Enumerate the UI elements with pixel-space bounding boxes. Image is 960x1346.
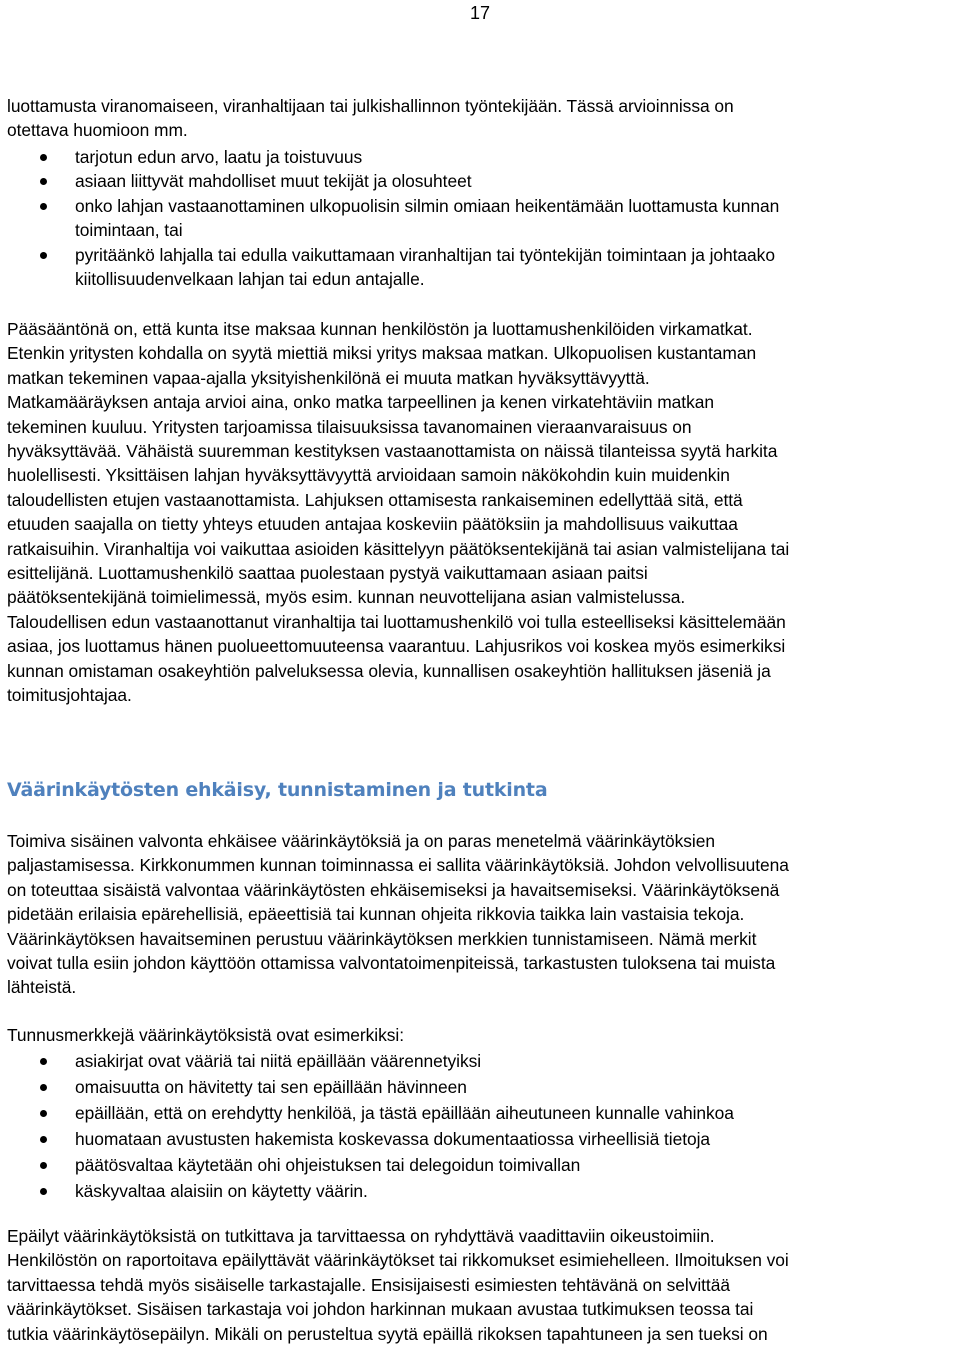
text-line: huomataan avustusten hakemista koskevassa dokumentaatiossa virheellisiä tietoja — [75, 1129, 711, 1149]
text-line: Tunnusmerkkejä väärinkäytöksistä ovat esimerkiksi: — [7, 1025, 404, 1045]
paragraph-travel-and-bribery — [7, 317, 960, 708]
text-line: tekeminen kuuluu. Yritysten tarjoamissa tilaisuuksissa tavanomainen vieraanvaraisuus on — [7, 416, 692, 437]
text-line: Toimiva sisäinen valvonta ehkäisee väärinkäytöksiä ja on paras menetelmä väärinkäytöksien — [7, 831, 715, 851]
bullet-icon — [40, 154, 47, 161]
text-line: Väärinkäytöksen havaitseminen perustuu väärinkäytöksen merkkien tunnistamiseen. Nämä merkit — [7, 928, 757, 949]
text-line: asiaan liittyvät mahdolliset muut tekijät ja olosuhteet — [75, 171, 472, 192]
text-line: pyritäänkö lahjalla tai edulla vaikuttamaan viranhaltijan tai työntekijän toimintaan ja johtaako — [75, 244, 775, 265]
text-line: päätösvaltaa käytetään ohi ohjeistuksen tai delegoidun toimivallan — [75, 1155, 581, 1175]
text-line: käskyvaltaa alaisiin on käytetty väärin. — [75, 1181, 368, 1201]
text-line: esittelijänä. Luottamushenkilö saattaa puolestaan pystyä vaikuttamaan asiaan paitsi — [7, 563, 648, 584]
text-line: on toteuttaa sisäistä valvontaa väärinkäytösten ehkäisemiseksi ja havaitsemiseksi. Väärinkäytöksenä — [7, 879, 780, 900]
list-item — [0, 1101, 960, 1125]
list-item — [0, 1153, 960, 1177]
list-item — [0, 145, 960, 169]
bullet-icon — [40, 1058, 47, 1065]
list-item — [0, 1075, 960, 1099]
list-intro — [7, 1023, 960, 1047]
text-line: lähteistä. — [7, 977, 77, 998]
bullet-icon — [40, 203, 47, 210]
bullet-list-fraud-indicators — [0, 1049, 960, 1203]
text-line: luottamusta viranomaiseen, viranhaltijaan tai julkishallinnon työntekijään. Tässä arvioinnissa on — [7, 96, 734, 116]
text-line: ratkaisuihin. Viranhaltija voi vaikuttaa asioiden käsittelyyn päätöksentekijänä tai asian valmistelijana tai — [7, 538, 790, 559]
text-line: tarvittaessa tehdä myös sisäiselle tarkastajalle. Ensisijaisesti esimiesten tehtävänä on selvittää — [7, 1274, 730, 1295]
list-item — [0, 194, 960, 243]
text-line: omaisuutta on hävitetty tai sen epäillään hävinneen — [75, 1077, 467, 1097]
text-line: pidetään erilaisia epärehellisiä, epäeettisiä tai kunnan ohjeita rikkovia taikka lain vastaisia tekoja. — [7, 904, 745, 925]
list-item — [0, 1179, 960, 1203]
text-line: toimitusjohtajaa. — [7, 685, 132, 706]
bullet-icon — [40, 1188, 47, 1195]
text-line: kunnan omistaman osakeyhtiön palveluksessa olevia, kunnallisen osakeyhtiön hallituksen jäseniä ja — [7, 660, 771, 681]
paragraph-investigation — [7, 1224, 960, 1346]
bullet-icon — [40, 1136, 47, 1143]
text-line: paljastamisessa. Kirkkonummen kunnan toiminnassa ei sallita väärinkäytöksiä. Johdon velvollisuutena — [7, 855, 789, 876]
text-line: epäillään, että on erehdytty henkilöä, ja tästä epäillään aiheutuneen kunnalle vahinkoa — [75, 1103, 734, 1123]
list-item — [0, 243, 960, 292]
text-line: Taloudellisen edun vastaanottanut viranhaltija tai luottamushenkilö voi tulla esteelliseksi käsittelemään — [7, 611, 786, 632]
text-line: Pääsääntönä on, että kunta itse maksaa kunnan henkilöstön ja luottamushenkilöiden virkamatkat. — [7, 319, 753, 339]
text-line: tutkia väärinkäytösepäilyn. Mikäli on perusteltua syytä epäillä rikoksen tapahtuneen ja sen tueksi on — [7, 1323, 768, 1344]
text-line: onko lahjan vastaanottaminen ulkopuolisin silmin omiaan heikentämään luottamusta kunnan — [75, 195, 780, 216]
text-line: Etenkin yritysten kohdalla on syytä miettiä miksi yritys maksaa matkan. Ulkopuolisen kustantaman — [7, 343, 757, 364]
section-heading: Väärinkäytösten ehkäisy, tunnistaminen ja tutkinta — [7, 779, 548, 801]
list-item — [0, 1049, 960, 1073]
text-line: matkan tekeminen vapaa-ajalla yksityishenkilönä ei muuta matkan hyväksyttävyyttä. — [7, 367, 650, 388]
text-line: hyväksyttävää. Vähäistä suuremman kestityksen vastaanottamista on näissä tilanteissa syytä harkita — [7, 441, 778, 462]
text-line: asiakirjat ovat vääriä tai niitä epäillään väärennetyiksi — [75, 1051, 482, 1071]
text-line: voivat tulla esiin johdon käyttöön ottamissa valvontatoimenpiteissä, tarkastusten tuloksena tai muista — [7, 953, 776, 974]
text-line: otettava huomioon mm. — [7, 120, 188, 141]
list-item — [0, 1127, 960, 1151]
text-line: huolellisesti. Yksittäisen lahjan hyväksyttävyyttä arvioidaan samoin näkökohdin kuin muidenkin — [7, 465, 730, 486]
text-line: Henkilöstön on raportoitava epäilyttävät väärinkäytökset tai rikkomukset esimiehelleen. Ilmoituksen voi — [7, 1250, 789, 1271]
bullet-icon — [40, 252, 47, 259]
text-line: kiitollisuudenvelkaan lahjan tai edun antajalle. — [75, 269, 425, 290]
paragraph-fraud-prevention — [7, 829, 960, 1000]
text-line: väärinkäytökset. Sisäisen tarkastaja voi johdon harkinnan mukaan avustaa tutkimuksen teossa tai — [7, 1299, 754, 1320]
bullet-icon — [40, 1162, 47, 1169]
bullet-list-gift-criteria — [0, 145, 960, 291]
bullet-icon — [40, 1110, 47, 1117]
page-number: 17 — [469, 3, 491, 23]
text-line: Epäilyt väärinkäytöksistä on tutkittava ja tarvittaessa on ryhdyttävä vaadittaviin oikeustoimiin. — [7, 1226, 715, 1246]
text-line: Matkamääräyksen antaja arvioi aina, onko matka tarpeellinen ja kenen virkatehtäviin matkan — [7, 392, 714, 413]
text-line: toimintaan, tai — [75, 220, 183, 241]
text-line: asiaa, jos luottamus hänen puolueettomuuteensa vaarantuu. Lahjusrikos voi koskea myös esimerkiksi — [7, 636, 786, 657]
text-line: taloudellisten etujen vastaanottamista. Lahjuksen ottamisesta rankaiseminen edellyttää sitä, että — [7, 489, 743, 510]
text-line: päätöksentekijänä toimielimessä, myös esim. kunnan neuvottelijana asian valmistelussa. — [7, 587, 686, 608]
bullet-icon — [40, 1084, 47, 1091]
text-line: etuuden saajalla on tietty yhteys etuuden antajaa koskeviin päätöksiin ja mahdollisuus vaikuttaa — [7, 514, 738, 535]
list-item — [0, 169, 960, 193]
text-line: tarjotun edun arvo, laatu ja toistuvuus — [75, 147, 363, 167]
intro-paragraph — [7, 94, 960, 143]
